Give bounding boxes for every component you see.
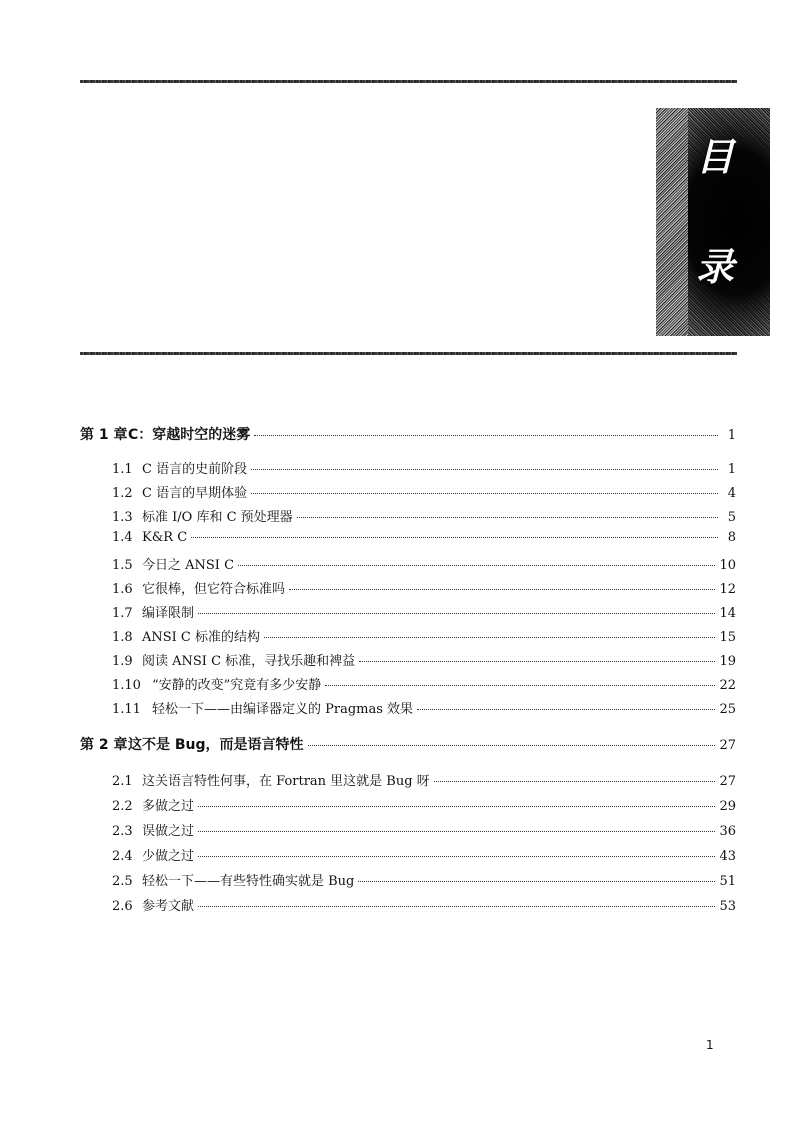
page-ref: 51 bbox=[719, 874, 736, 889]
section-number: 1.5 bbox=[112, 558, 133, 573]
dot-leader bbox=[254, 435, 718, 436]
section-title: 阅读 ANSI C 标准，寻找乐趣和裨益 bbox=[142, 654, 356, 669]
page-ref: 10 bbox=[719, 558, 736, 573]
section-title: 编译限制 bbox=[142, 606, 195, 621]
toc-section-1-8[interactable] bbox=[80, 626, 736, 650]
dot-leader bbox=[417, 709, 715, 710]
page-ref: 15 bbox=[719, 630, 736, 645]
section-number: 1.3 bbox=[112, 510, 133, 525]
section-title: 标准 I/O 库和 C 预处理器 bbox=[142, 510, 293, 525]
toc-chapter-2[interactable] bbox=[80, 734, 736, 758]
toc-section-1-9[interactable] bbox=[80, 650, 736, 674]
dot-leader bbox=[191, 537, 718, 538]
header-rule-bottom bbox=[80, 352, 737, 355]
chapter-number: 第 1 章 bbox=[80, 427, 128, 443]
chapter-title: C：穿越时空的迷雾 bbox=[128, 427, 251, 443]
toc-title-block bbox=[656, 108, 770, 336]
page-ref: 5 bbox=[727, 510, 736, 525]
section-number: 1.7 bbox=[112, 606, 133, 621]
toc-section-2-2[interactable] bbox=[80, 795, 736, 819]
dot-leader bbox=[358, 881, 715, 882]
toc-section-2-1[interactable] bbox=[80, 770, 736, 794]
toc-section-1-10[interactable] bbox=[80, 674, 736, 698]
page-ref: 22 bbox=[719, 678, 736, 693]
toc-section-1-7[interactable] bbox=[80, 602, 736, 626]
dot-leader bbox=[198, 831, 715, 832]
toc-section-1-5[interactable] bbox=[80, 554, 736, 578]
toc-section-2-5[interactable] bbox=[80, 870, 736, 894]
section-title: C 语言的早期体验 bbox=[142, 486, 248, 501]
section-number: 1.4 bbox=[112, 530, 133, 545]
chapter-title: 这不是 Bug，而是语言特性 bbox=[128, 737, 304, 753]
section-number: 1.2 bbox=[112, 486, 133, 501]
section-title: C 语言的史前阶段 bbox=[142, 462, 248, 477]
toc-title-char-1: 目 bbox=[695, 135, 734, 179]
dot-leader bbox=[264, 637, 715, 638]
section-title: 今日之 ANSI C bbox=[142, 558, 235, 573]
section-number: 1.6 bbox=[112, 582, 133, 597]
dot-leader bbox=[238, 565, 715, 566]
toc-section-2-3[interactable] bbox=[80, 820, 736, 844]
section-title: 这关语言特性何事，在 Fortran 里这就是 Bug 呀 bbox=[142, 774, 430, 789]
page-ref: 29 bbox=[719, 799, 736, 814]
toc-section-1-2[interactable] bbox=[80, 482, 736, 506]
page-ref: 12 bbox=[719, 582, 736, 597]
section-title: 少做之过 bbox=[142, 849, 195, 864]
dot-leader bbox=[308, 745, 716, 746]
chapter-number: 第 2 章 bbox=[80, 737, 128, 753]
section-title: 多做之过 bbox=[142, 799, 195, 814]
toc-section-2-6[interactable] bbox=[80, 895, 736, 919]
page-ref: 53 bbox=[719, 899, 736, 914]
dot-leader bbox=[359, 661, 715, 662]
dot-leader bbox=[325, 685, 715, 686]
dot-leader bbox=[297, 517, 718, 518]
toc-section-1-3[interactable] bbox=[80, 506, 736, 530]
section-number: 2.4 bbox=[112, 849, 133, 864]
dot-leader bbox=[289, 589, 715, 590]
section-title: 它很棒，但它符合标准吗 bbox=[142, 582, 286, 597]
page-ref: 14 bbox=[719, 606, 736, 621]
dot-leader bbox=[198, 856, 715, 857]
toc-section-1-6[interactable] bbox=[80, 578, 736, 602]
page-ref: 1 bbox=[727, 428, 736, 443]
section-number: 1.9 bbox=[112, 654, 133, 669]
section-number: 1.10 bbox=[112, 678, 141, 693]
section-number: 1.11 bbox=[112, 702, 141, 717]
dot-leader bbox=[198, 806, 715, 807]
page-number: 1 bbox=[706, 1038, 714, 1052]
section-title: 轻松一下——由编译器定义的 Pragmas 效果 bbox=[152, 702, 414, 717]
toc-title-char-2: 录 bbox=[695, 245, 734, 289]
page-ref: 4 bbox=[727, 486, 736, 501]
dot-leader bbox=[251, 469, 718, 470]
section-number: 2.1 bbox=[112, 774, 133, 789]
dot-leader bbox=[198, 906, 715, 907]
title-block-texture bbox=[656, 108, 688, 336]
dot-leader bbox=[251, 493, 718, 494]
toc-section-1-4[interactable] bbox=[80, 530, 736, 554]
page-ref: 19 bbox=[719, 654, 736, 669]
toc-section-1-11[interactable] bbox=[80, 698, 736, 722]
section-title: K&R C bbox=[142, 530, 188, 545]
section-title: ANSI C 标准的结构 bbox=[142, 630, 261, 645]
page-ref: 1 bbox=[727, 462, 736, 477]
toc-section-2-4[interactable] bbox=[80, 845, 736, 869]
toc-section-1-1[interactable] bbox=[80, 458, 736, 482]
section-number: 2.3 bbox=[112, 824, 133, 839]
header-rule-top bbox=[80, 80, 737, 83]
section-number: 1.1 bbox=[112, 462, 133, 477]
page-ref: 36 bbox=[719, 824, 736, 839]
dot-leader bbox=[198, 613, 715, 614]
page-ref: 8 bbox=[727, 530, 736, 545]
section-title: 参考文献 bbox=[142, 899, 195, 914]
section-title: 轻松一下——有些特性确实就是 Bug bbox=[142, 874, 355, 889]
page-ref: 25 bbox=[719, 702, 736, 717]
section-title: 误做之过 bbox=[142, 824, 195, 839]
dot-leader bbox=[434, 781, 716, 782]
page-ref: 27 bbox=[719, 738, 736, 753]
section-number: 2.2 bbox=[112, 799, 133, 814]
toc-chapter-1[interactable] bbox=[80, 424, 736, 448]
section-number: 2.5 bbox=[112, 874, 133, 889]
section-title: “安静的改变”究竟有多少安静 bbox=[152, 678, 322, 693]
page-ref: 43 bbox=[719, 849, 736, 864]
section-number: 2.6 bbox=[112, 899, 133, 914]
section-number: 1.8 bbox=[112, 630, 133, 645]
page-ref: 27 bbox=[719, 774, 736, 789]
